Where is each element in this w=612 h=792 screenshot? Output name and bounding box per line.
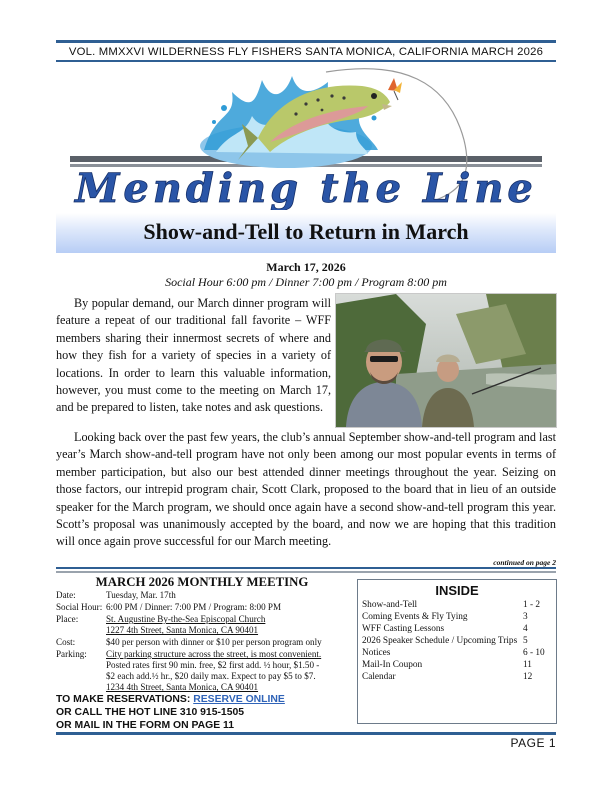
event-times: Social Hour 6:00 pm / Dinner 7:00 pm / Program 8:00 pm bbox=[165, 275, 447, 289]
section-rule-bottom bbox=[56, 571, 556, 573]
article-headline: Show-and-Tell to Return in March bbox=[143, 219, 469, 244]
anglers-photo-icon bbox=[336, 294, 556, 427]
inside-item-label: Mail-In Coupon bbox=[362, 660, 423, 670]
inside-item-label: Show-and-Tell bbox=[362, 600, 418, 610]
hotline-line: OR CALL THE HOT LINE 310 915-1505 bbox=[56, 707, 245, 718]
footer-rule bbox=[56, 732, 556, 735]
inside-item-page: 6 - 10 bbox=[523, 648, 545, 658]
meeting-value-cost: $40 per person with dinner or $10 per person program only bbox=[106, 637, 322, 647]
article-paragraph-1 bbox=[56, 295, 331, 417]
inside-item-label: Notices bbox=[362, 648, 391, 658]
section-rule-top bbox=[56, 567, 556, 569]
continued-note: continued on page 2 bbox=[493, 558, 556, 567]
parking-rates-1: Posted rates first 90 min. free, $2 first add. ½ hour, $1.50 - bbox=[106, 660, 320, 670]
fly-icon bbox=[388, 78, 402, 100]
inside-item-page: 4 bbox=[523, 624, 528, 634]
top-rule bbox=[56, 40, 556, 43]
reservations-prefix: TO MAKE RESERVATIONS: bbox=[56, 694, 194, 705]
inside-item-label: WFF Casting Lessons bbox=[362, 624, 445, 634]
meeting-place-address-link[interactable]: 1227 4th Street, Santa Monica, CA 90401 bbox=[106, 625, 259, 635]
inside-item-label: 2026 Speaker Schedule / Upcoming Trips bbox=[362, 636, 518, 646]
inside-item-page: 3 bbox=[523, 612, 528, 622]
inside-item-label: Coming Events & Fly Tying bbox=[362, 612, 468, 622]
inside-item-page: 11 bbox=[523, 660, 532, 670]
page-number: PAGE 1 bbox=[510, 736, 556, 750]
meeting-title: MARCH 2026 MONTHLY MEETING bbox=[95, 575, 309, 589]
anglers-photo bbox=[335, 293, 557, 428]
inside-item-label: Calendar bbox=[362, 672, 396, 682]
meeting-value-date: Tuesday, Mar. 17th bbox=[106, 590, 176, 600]
issue-line: VOL. MMXXVI WILDERNESS FLY FISHERS SANTA MONICA, CALIFORNIA MARCH 2026 bbox=[68, 46, 544, 58]
meeting-place-name-link[interactable]: St. Augustine By-the-Sea Episcopal Church bbox=[106, 614, 266, 624]
meeting-label-parking: Parking: bbox=[56, 649, 87, 659]
meeting-value-social: 6:00 PM / Dinner: 7:00 PM / Program: 8:00 PM bbox=[106, 602, 282, 612]
paragraph-1-text: By popular demand, our March dinner program will feature a repeat of our traditional fall favorite – WFF members sharing their innermost secrets of where and how they fish for a variety of species in a variety of locations. In order to learn this valuable information, however, you must come to the meeting on March 17, and be prepared to listen, take notes and ask questions. bbox=[56, 296, 331, 415]
meeting-label-place: Place: bbox=[56, 614, 79, 624]
parking-structure-link[interactable]: City parking structure across the street, is most convenient. bbox=[106, 649, 322, 659]
inside-item-page: 5 bbox=[523, 636, 528, 646]
mail-form-line: OR MAIL IN THE FORM ON PAGE 11 bbox=[56, 720, 235, 731]
inside-item-page: 1 - 2 bbox=[523, 600, 541, 610]
parking-rates-2: $2 each add.½ hr., $20 daily max. Expect to pay $5 to $7. bbox=[106, 671, 316, 681]
meeting-label-date: Date: bbox=[56, 590, 76, 600]
parking-address-link[interactable]: 1234 4th Street, Santa Monica, CA 90401 bbox=[106, 682, 259, 692]
meeting-label-cost: Cost: bbox=[56, 637, 76, 647]
trout-logo-icon bbox=[56, 60, 556, 210]
logo-title: Mending the Line bbox=[75, 165, 537, 210]
meeting-label-social: Social Hour: bbox=[56, 602, 103, 612]
inside-title: INSIDE bbox=[435, 583, 479, 598]
reservations-line bbox=[56, 694, 285, 705]
inside-item-page: 12 bbox=[523, 672, 533, 682]
article-paragraph-2 bbox=[56, 429, 556, 551]
event-date: March 17, 2026 bbox=[266, 260, 346, 274]
reserve-online-link[interactable]: RESERVE ONLINE bbox=[193, 694, 285, 705]
paragraph-2-text: Looking back over the past few years, the club’s annual September show-and-tell program and last year’s March show-and-tell program have not only been among our most popular events in terms of member participation, but also our best attended dinner meetings throughout the year. Seizing on those factors, our intrepid program chair, Scott Clark, proposed to the board that in lieu of an outside speaker for the March program, we should once again have a second show-and-tell program this year. Scott’s proposal was unanimously accepted by the board, and now we are hoping that this tradition will once again prove successful for our March meeting. bbox=[56, 430, 556, 549]
